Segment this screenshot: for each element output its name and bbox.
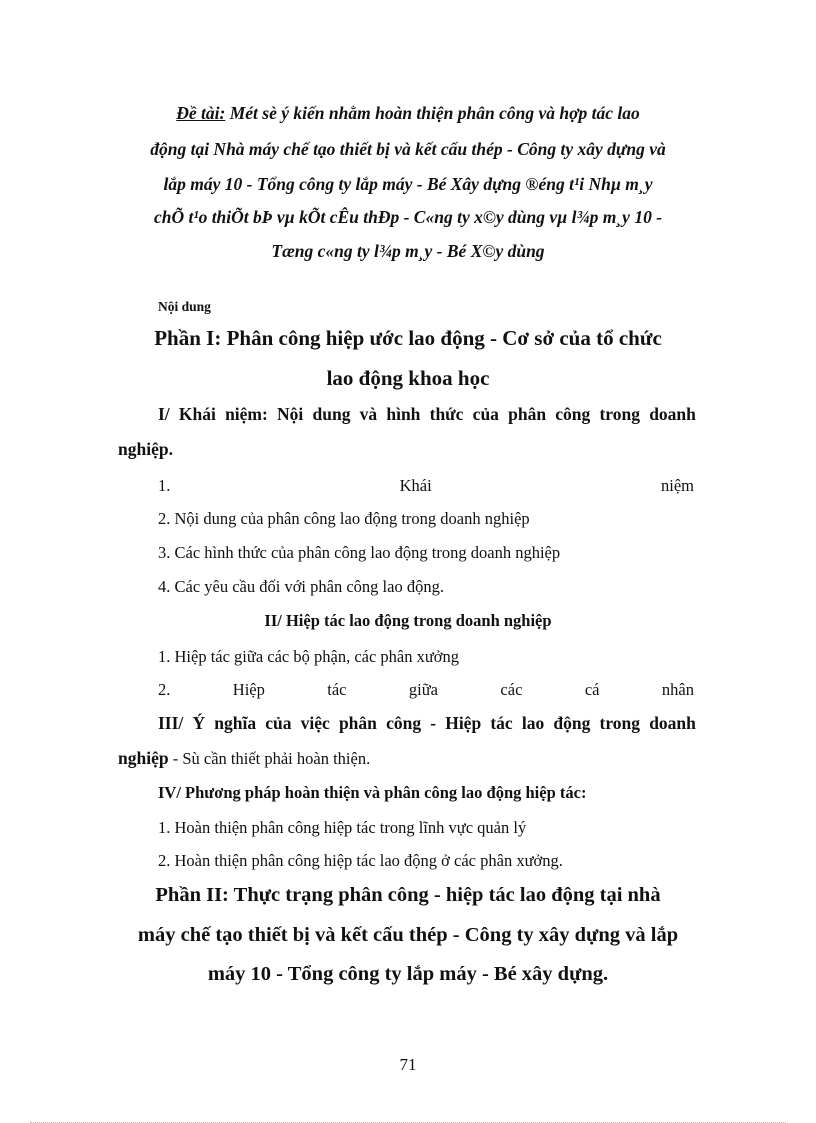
section1-item-1 bbox=[158, 476, 694, 496]
word: Hiệp bbox=[445, 713, 482, 733]
word: Ý bbox=[192, 713, 206, 733]
word: Khái bbox=[178, 404, 216, 424]
word: công bbox=[386, 713, 422, 733]
word: Nội bbox=[277, 404, 304, 424]
section4-item-2: 2. Hoàn thiện phân công hiệp tác lao động ở các phân xưởng. bbox=[158, 851, 563, 870]
word: nghĩa bbox=[214, 713, 257, 733]
word: phân bbox=[508, 404, 547, 424]
part1-heading-line-2: lao động khoa học bbox=[326, 366, 490, 390]
title-label: Đề tài: bbox=[176, 103, 226, 123]
title-line-5: Tæng c«ng ty l¾p m¸y - Bé X©y dùng bbox=[271, 241, 545, 261]
section3-heading-line-1 bbox=[158, 713, 696, 734]
section2-item-2 bbox=[158, 680, 694, 700]
word: hình bbox=[386, 404, 421, 424]
section1-heading-line-1 bbox=[158, 404, 696, 425]
word: tác bbox=[490, 713, 513, 733]
word: cá bbox=[584, 680, 600, 699]
word: I/ bbox=[158, 404, 170, 424]
section3-bold-word: nghiệp bbox=[118, 748, 169, 768]
word: 2. bbox=[158, 680, 171, 699]
word: doanh bbox=[649, 713, 696, 733]
word: phân bbox=[338, 713, 377, 733]
word: công bbox=[555, 404, 591, 424]
word: lao bbox=[521, 713, 545, 733]
section4-heading: IV/ Phương pháp hoàn thiện và phân công lao động hiệp tác: bbox=[158, 783, 587, 802]
word: việc bbox=[300, 713, 330, 733]
word: các bbox=[500, 680, 523, 699]
section3-rest: - Sù cần thiết phải hoàn thiện. bbox=[168, 749, 371, 768]
section2-heading: II/ Hiệp tác lao động trong doanh nghiệp bbox=[264, 611, 552, 630]
word: 1. bbox=[158, 476, 171, 495]
section1-item-2: 2. Nội dung của phân công lao động trong doanh nghiệp bbox=[158, 509, 530, 528]
word: nhân bbox=[661, 680, 694, 699]
section4-item-1: 1. Hoàn thiện phân công hiệp tác trong lĩnh vực quản lý bbox=[158, 818, 527, 837]
word: doanh bbox=[649, 404, 696, 424]
title-line-2: động tại Nhà máy chế tạo thiết bị và kết cấu thép - Công ty xây dựng và bbox=[150, 139, 666, 159]
word: trong bbox=[599, 713, 641, 733]
word: động bbox=[553, 713, 591, 733]
part1-heading-line-1: Phần I: Phân công hiệp ước lao động - Cơ sở của tổ chức bbox=[154, 326, 662, 350]
section3-heading-line-2 bbox=[118, 748, 370, 769]
part2-heading-line-1: Phần II: Thực trạng phân công - hiệp tác lao động tại nhà bbox=[155, 884, 661, 906]
part2-heading-line-3: máy 10 - Tổng công ty lắp máy - Bé xây dựng. bbox=[207, 963, 609, 985]
word: Khái bbox=[399, 476, 432, 495]
word: niệm bbox=[660, 476, 694, 495]
word: niệm: bbox=[225, 404, 268, 424]
section1-item-3: 3. Các hình thức của phân công lao động trong doanh nghiệp bbox=[158, 543, 561, 562]
title-line-1-text: Mét sè ý kiến nhằm hoàn thiện phân công và hợp tác lao bbox=[225, 103, 640, 123]
word: của bbox=[265, 713, 292, 733]
word: thức bbox=[429, 404, 464, 424]
page-number: 71 bbox=[399, 1055, 417, 1074]
word: tác bbox=[327, 680, 347, 699]
contents-label: Nội dung bbox=[158, 299, 211, 314]
word: và bbox=[359, 404, 378, 424]
part2-heading-line-2: máy chế tạo thiết bị và kết cấu thép - Công ty xây dựng và lắp bbox=[137, 924, 679, 946]
title-line-1 bbox=[0, 103, 816, 124]
section1-heading-line-2: nghiệp. bbox=[118, 439, 173, 459]
word: - bbox=[430, 713, 437, 733]
word: Hiệp bbox=[232, 680, 265, 699]
word: giữa bbox=[408, 680, 439, 699]
section1-item-4: 4. Các yêu cầu đối với phân công lao động. bbox=[158, 577, 444, 596]
section2-item-1: 1. Hiệp tác giữa các bộ phận, các phân xưởng bbox=[158, 647, 460, 666]
word: trong bbox=[599, 404, 640, 424]
word: III/ bbox=[158, 713, 184, 733]
title-line-3: lắp máy 10 - Tổng công ty lắp máy - Bé Xây dựng ®éng t¹i Nhµ m¸y bbox=[163, 174, 653, 194]
word: dung bbox=[312, 404, 351, 424]
title-line-4: chÕ t¹o thiÕt bÞ vµ kÕt cÊu thÐp - C«ng ty x©y dùng vµ l¾p m¸y 10 - bbox=[153, 207, 663, 227]
word: của bbox=[472, 404, 499, 424]
